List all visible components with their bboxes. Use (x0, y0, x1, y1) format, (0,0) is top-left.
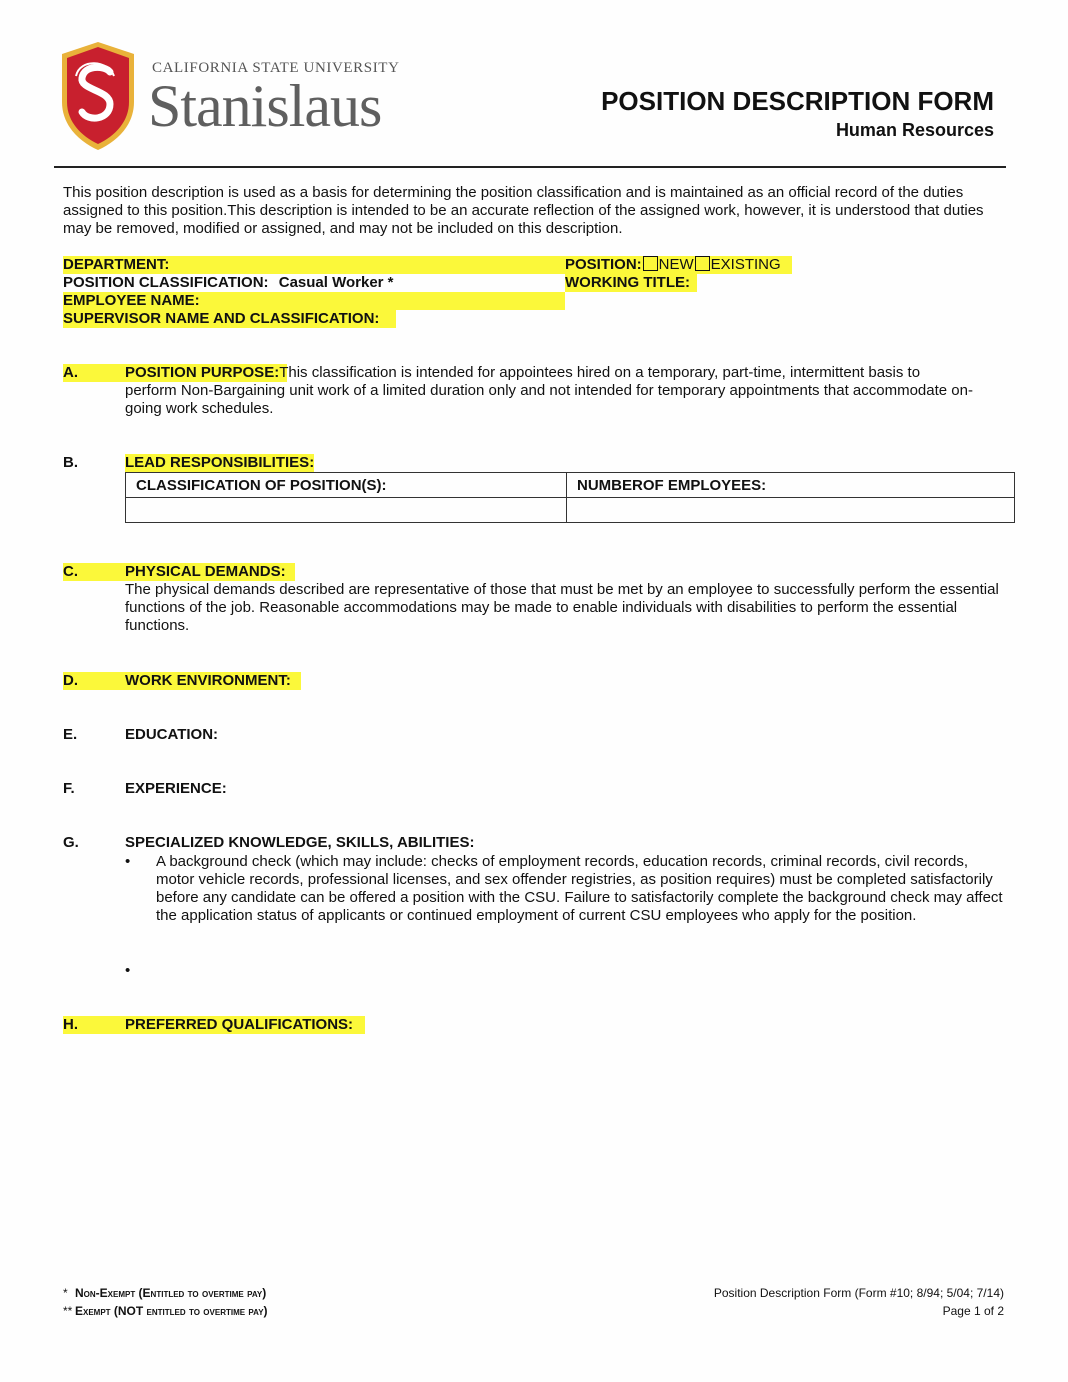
page-title: POSITION DESCRIPTION FORM (601, 86, 994, 116)
classification-column-header: CLASSIFICATION OF POSITION(S): (126, 473, 567, 498)
section-b-title: LEAD RESPONSIBILITIES: (125, 454, 315, 471)
section-g-bullet-1: A background check (which may include: checks of employment records, education records, criminal records, civil records, motor vehicle records, professional licenses, and sex offender registries, as position requires) must be completed satisfactorily before any candidate can be offered a position with the CSU. Failure to satisfactorily complete the background check may affect the application status of applicants or continued employment of current CSU employees who apply for the position. (156, 853, 1003, 924)
footer-note-1 (63, 1284, 266, 1302)
section-h-letter: H. (63, 1016, 78, 1033)
existing-checkbox[interactable] (695, 256, 710, 271)
section-e-title: EDUCATION: (125, 726, 219, 743)
footer-form-ref: Position Description Form (Form #10; 8/94; 5/04; 7/14) (713, 1286, 1004, 1300)
section-e-letter: E. (63, 726, 78, 743)
shield-logo-icon (58, 40, 138, 152)
section-c-body: The physical demands described are representative of those that must be met by an employee to successfully perform the essential functions of the job. Reasonable accommodations may be made to enable individuals with disabilities to perform the essential functions. (125, 581, 999, 634)
table-row (126, 473, 1015, 498)
logo-campus-name: Stanislaus (148, 73, 382, 139)
section-c-letter: C. (63, 563, 78, 580)
footer-note-2 (63, 1302, 268, 1320)
supervisor-field: SUPERVISOR NAME AND CLASSIFICATION: (63, 310, 396, 328)
university-logo (56, 38, 416, 154)
section-f-letter: F. (63, 780, 75, 797)
section-g-title: SPECIALIZED KNOWLEDGE, SKILLS, ABILITIES: (125, 834, 475, 851)
section-a-letter: A. (63, 364, 78, 381)
table-row (126, 498, 1015, 523)
section-f-title: EXPERIENCE: (125, 780, 227, 797)
position-label: POSITION: (565, 256, 642, 273)
section-a-line1 (125, 364, 1005, 382)
employee-name-field: EMPLOYEE NAME: (63, 292, 565, 310)
existing-label: EXISTING (710, 256, 781, 273)
footer-page-number: Page 1 of 2 (942, 1304, 1004, 1318)
bullet-icon: • (125, 853, 131, 870)
footer-note-2-text: Exempt (NOT entitled to overtime pay) (75, 1304, 268, 1318)
section-a-body: perform Non-Bargaining unit work of a limited duration only and not intended for temporary appointments that accommodate on-going work schedules. (125, 382, 973, 417)
section-a-body-first: This classification is intended for appointees hired on a temporary, part-time, intermittent basis to (279, 364, 921, 381)
classification-cell[interactable] (126, 498, 567, 523)
footer-note-1-mark: * (63, 1286, 68, 1300)
section-d-letter: D. (63, 672, 78, 689)
section-c-title: PHYSICAL DEMANDS: (125, 563, 286, 580)
bullet-icon: • (125, 962, 131, 979)
lead-responsibilities-table (125, 472, 1015, 523)
section-g-letter: G. (63, 834, 79, 851)
new-checkbox[interactable] (643, 256, 658, 271)
section-h-title: PREFERRED QUALIFICATIONS: (125, 1016, 354, 1033)
logo-university-line: CALIFORNIA STATE UNIVERSITY (152, 60, 400, 76)
department-field: DEPARTMENT: (63, 256, 565, 274)
employees-column-header: NUMBEROF EMPLOYEES: (567, 473, 1015, 498)
section-b-letter: B. (63, 454, 78, 471)
section-d-title: WORK ENVIRONMENT: (125, 672, 291, 689)
position-classification-label: POSITION CLASSIFICATION: (63, 274, 269, 291)
position-classification-value: Casual Worker * (278, 274, 394, 291)
position-type-field (565, 256, 792, 274)
intro-paragraph: This position description is used as a basis for determining the position classification and is maintained as an official record of the duties assigned to this position.This description is intended to be an accurate reflection of the assigned work, however, it is understood that duties may be removed, modified or assigned, and may not be included on this description. (63, 184, 984, 237)
footer-note-1-text: Non-Exempt (Entitled to overtime pay) (75, 1286, 267, 1300)
header-divider (54, 166, 1006, 168)
position-classification-field (63, 274, 394, 292)
footer-note-2-mark: ** (63, 1304, 73, 1318)
employees-cell[interactable] (567, 498, 1015, 523)
new-label: NEW (658, 256, 694, 273)
working-title-field: WORKING TITLE: (565, 274, 697, 292)
section-a-title: POSITION PURPOSE: (125, 364, 280, 381)
page-subtitle: Human Resources (835, 120, 994, 140)
